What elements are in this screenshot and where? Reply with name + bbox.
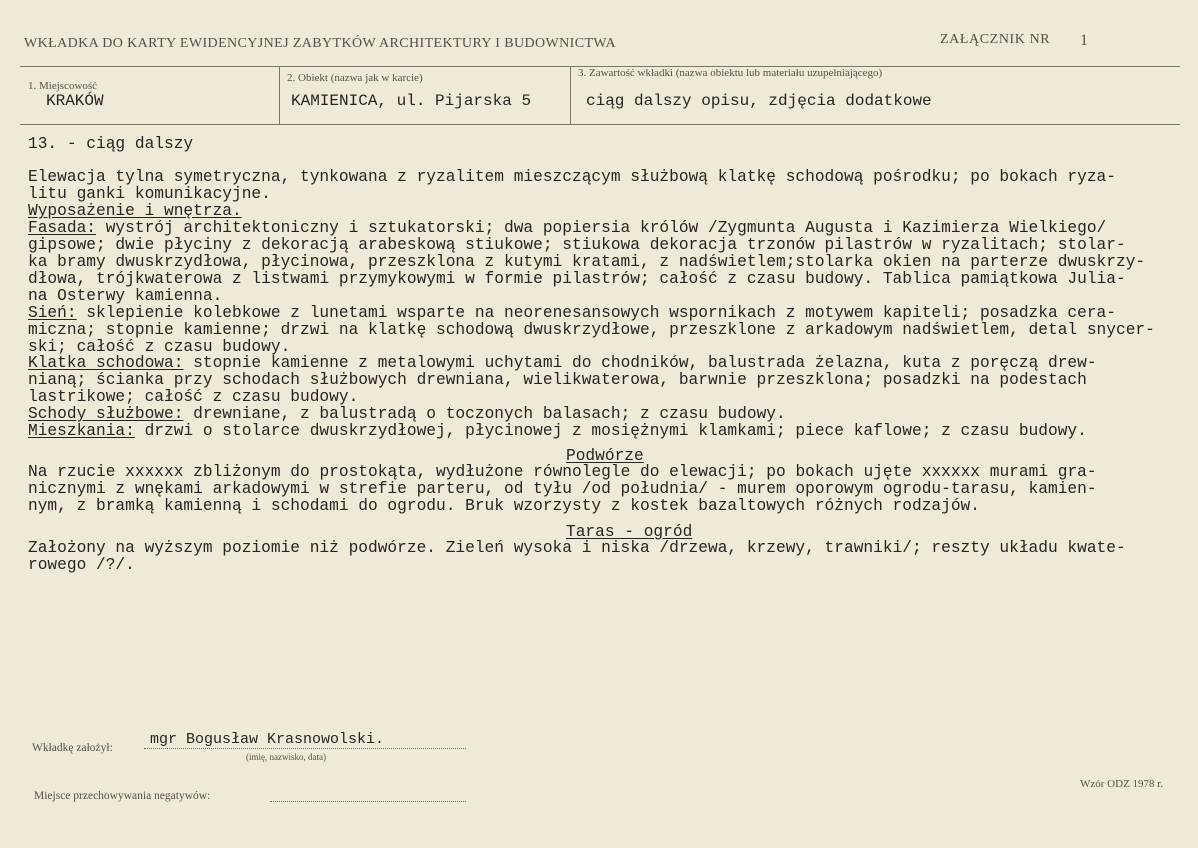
field-separator-2 bbox=[570, 67, 571, 124]
facade-text: wystrój architektoniczny i sztukatorski; dwa popiersia królów /Zygmunta Augusta i Kazimierza Wielkiego/ bbox=[96, 219, 1107, 237]
author-dotted-line bbox=[144, 748, 466, 749]
struck-out-word: xxxxxx bbox=[921, 463, 981, 481]
rear-elevation-line: litu ganki komunikacyjne. bbox=[28, 185, 271, 203]
object-label: 2. Obiekt (nazwa jak w karcie) bbox=[287, 72, 423, 84]
courtyard-text: Na rzucie bbox=[28, 463, 126, 481]
place-label: 1. Miejscowość bbox=[28, 80, 98, 92]
courtyard-text: murami gra- bbox=[980, 463, 1097, 481]
staircase-label: Klatka schodowa: bbox=[28, 354, 184, 372]
courtyard-line: nicznymi z wnękami arkadowymi w strefie parteru, od tyłu /od południa/ - murem oporowym ogrodu-tarasu, kamien- bbox=[28, 480, 1097, 498]
staircase-paragraph bbox=[28, 355, 1097, 373]
author-sublabel: (imię, nazwisko, data) bbox=[246, 752, 326, 762]
object-value: KAMIENICA, ul. Pijarska 5 bbox=[291, 92, 532, 110]
struck-out-word: xxxxxx bbox=[125, 463, 184, 481]
staircase-line: lastrikowe; całość z czasu budowy. bbox=[28, 388, 359, 406]
facade-line: dłowa, trójkwaterowa z listwami przymykowymi w formie pilastrów; całość z czasu budowy. Tablica pamiątkowa Julia- bbox=[28, 270, 1126, 288]
hallway-text: sklepienie kolebkowe z lunetami wsparte na neorenesansowych wspornikach z motywem kapiteli; posadzka cera- bbox=[76, 304, 1116, 322]
terrace-line: rowego /?/. bbox=[28, 556, 135, 574]
hallway-line: ski; całość z czasu budowy. bbox=[28, 338, 291, 356]
place-value: KRAKÓW bbox=[46, 92, 104, 110]
storage-label: Miejsce przechowywania negatywów: bbox=[34, 790, 211, 802]
service-stairs-label: Schody służbowe: bbox=[28, 405, 184, 423]
hallway-paragraph bbox=[28, 305, 1116, 323]
courtyard-paragraph bbox=[28, 464, 1097, 482]
facade-label: Fasada: bbox=[28, 219, 96, 237]
form-version: Wzór ODZ 1978 r. bbox=[1080, 778, 1164, 790]
apartments-paragraph bbox=[28, 423, 1087, 441]
facade-line: gipsowe; dwie płyciny z dekoracją arabeskową stiukowe; stiukowa dekoracja trzonów pilastrów w ryzalitach; stolar- bbox=[28, 236, 1126, 254]
content-label: 3. Zawartość wkładki (nazwa obiektu lub materiału uzupełniającego) bbox=[578, 67, 883, 79]
staircase-line: nianą; ścianka przy schodach służbowych drewniana, wielikwaterowa, barwnie przeszklona; posadzki na podestach bbox=[28, 371, 1087, 389]
facade-line: ka bramy dwuskrzydłowa, płycinowa, przeszklona z kutymi kratami, z nadświetlem;stolarka okien na parterze dwuskrzy- bbox=[28, 253, 1146, 271]
interiors-heading: Wyposażenie i wnętrza. bbox=[28, 202, 242, 220]
apartments-text: drzwi o stolarce dwuskrzydłowej, płycinowej z mosiężnymi klamkami; piece kaflowe; z czasu budowy. bbox=[134, 422, 1087, 440]
author-label: Wkładkę założył: bbox=[32, 742, 113, 754]
staircase-text: stopnie kamienne z metalowymi uchytami do chodników, balustrada żelazna, kuta z poręczą drew- bbox=[183, 354, 1097, 372]
courtyard-heading: Podwórze bbox=[566, 447, 644, 465]
form-title: WKŁADKA DO KARTY EWIDENCYJNEJ ZABYTKÓW ARCHITEKTURY I BUDOWNICTWA bbox=[24, 36, 616, 51]
rear-elevation-line: Elewacja tylna symetryczna, tynkowana z ryzalitem mieszczącym służbową klatkę schodową pośrodku; po bokach ryza- bbox=[28, 168, 1116, 186]
service-stairs-paragraph bbox=[28, 406, 786, 424]
storage-dotted-line bbox=[270, 801, 466, 802]
field-separator-1 bbox=[279, 67, 280, 124]
content-value: ciąg dalszy opisu, zdjęcia dodatkowe bbox=[586, 92, 932, 110]
terrace-heading: Taras - ogród bbox=[566, 523, 693, 541]
fields-divider bbox=[20, 124, 1180, 125]
courtyard-line: nym, z bramką kamienną i schodami do ogrodu. Bruk wzorzysty z kostek bazaltowych różnych rodzajów. bbox=[28, 497, 980, 515]
section-heading: 13. - ciąg dalszy bbox=[28, 135, 194, 153]
terrace-line: Założony na wyższym poziomie niż podwórze. Zieleń wysoka i niska /drzewa, krzewy, trawniki/; reszty układu kwate- bbox=[28, 539, 1126, 557]
facade-line: na Osterwy kamienna. bbox=[28, 287, 223, 305]
annex-label: ZAŁĄCZNIK NR bbox=[940, 32, 1051, 47]
service-stairs-text: drewniane, z balustradą o toczonych balasach; z czasu budowy. bbox=[183, 405, 786, 423]
courtyard-text: zbliżonym do prostokąta, wydłużone równolegle do elewacji; po bokach ujęte bbox=[183, 463, 922, 481]
hallway-label: Sień: bbox=[28, 304, 77, 322]
author-value: mgr Bogusław Krasnowolski. bbox=[150, 731, 385, 748]
apartments-label: Mieszkania: bbox=[28, 422, 135, 440]
facade-paragraph bbox=[28, 220, 1106, 238]
annex-number: 1 bbox=[1080, 32, 1088, 49]
hallway-line: miczna; stopnie kamienne; drzwi na klatkę schodową dwuskrzydłowe, przeszklone z arkadowym nadświetlem, detal snycer- bbox=[28, 321, 1155, 339]
